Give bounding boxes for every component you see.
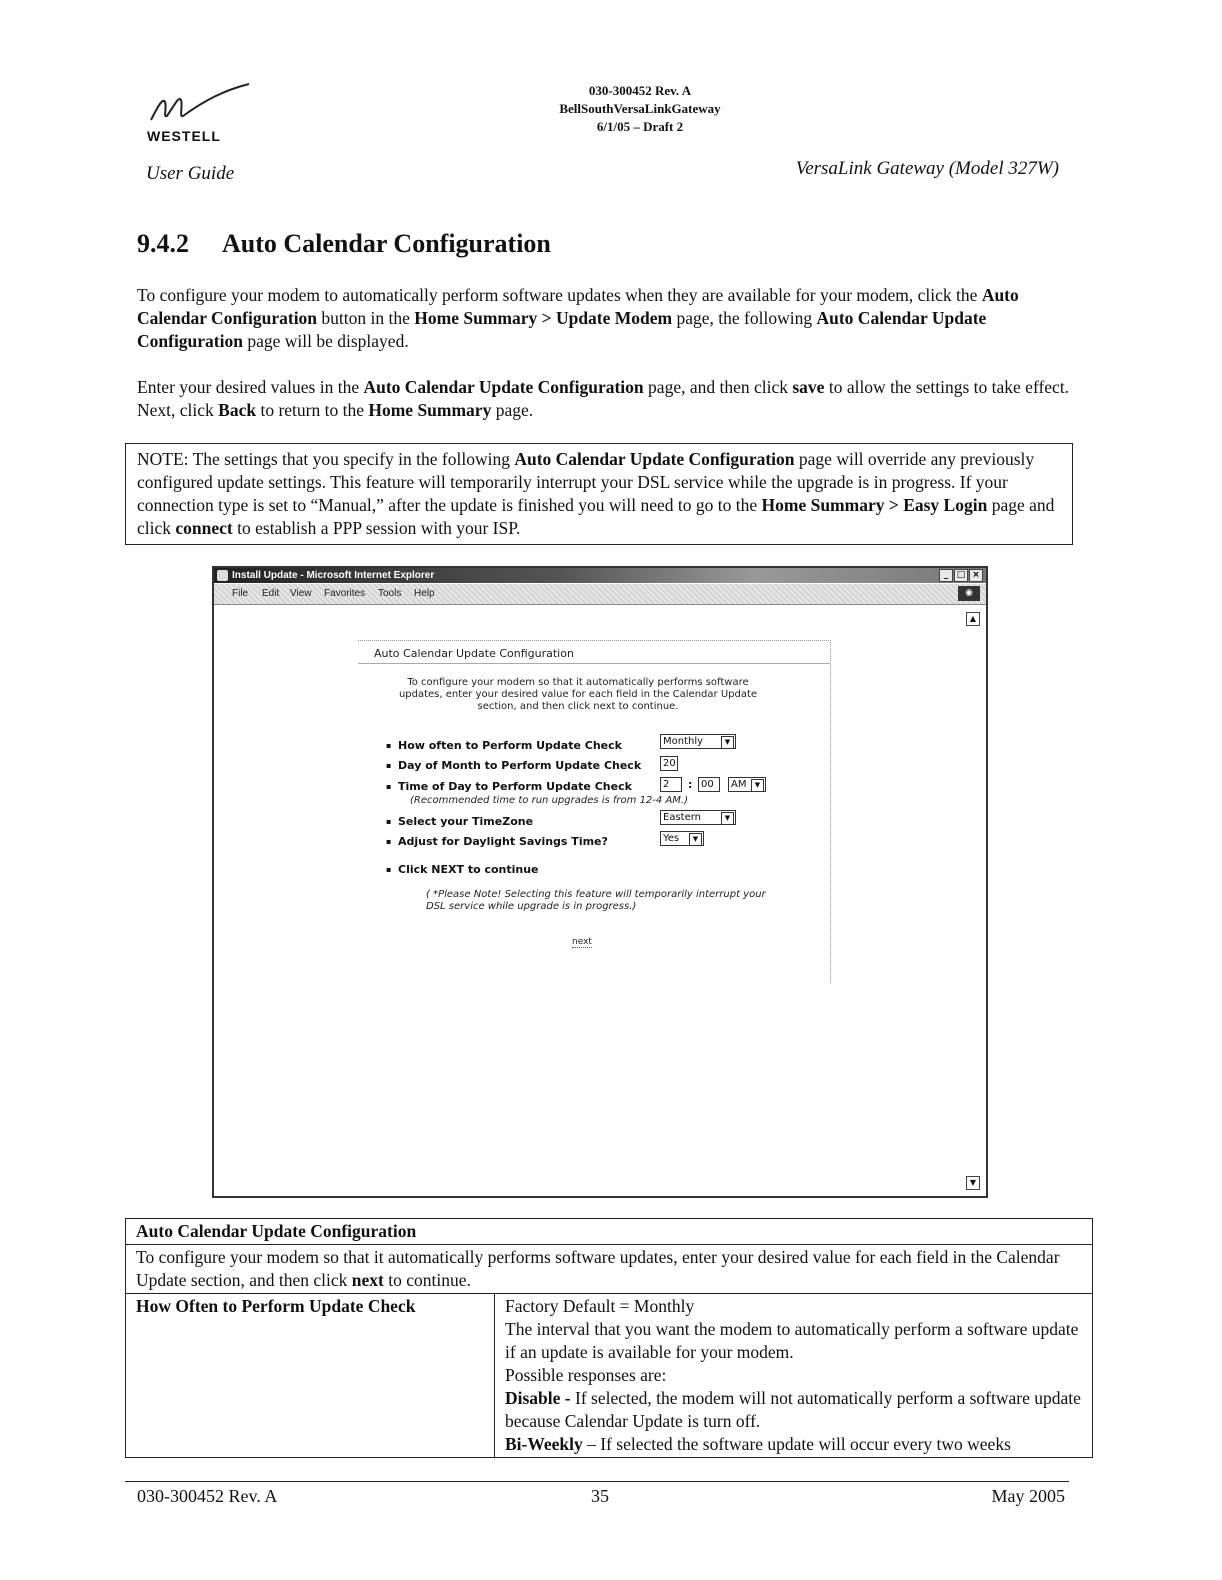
document-meta bbox=[480, 82, 800, 136]
logo-text: WESTELL bbox=[147, 128, 221, 144]
time-of-day-label: ▪ Time of Day to Perform Update Check bbox=[398, 780, 632, 793]
chevron-down-icon: ▼ bbox=[751, 779, 764, 792]
ie-icon bbox=[217, 570, 228, 581]
table-row-description: Factory Default = Monthly The interval that you want the modem to automatically perform a software update if an update is available for your modem. Possible responses are: Disable - If selected, the modem will not automatically perform a software update because Calendar Update is turn off. Bi-Weekly – If selected the software update will occur every two weeks bbox=[495, 1294, 1093, 1458]
page-number: 35 bbox=[591, 1486, 609, 1506]
next-button[interactable]: next bbox=[572, 937, 592, 947]
user-guide-label: User Guide bbox=[146, 163, 235, 184]
menu-favorites[interactable]: Favorites bbox=[324, 588, 366, 599]
doc-product: BellSouthVersaLinkGateway bbox=[559, 101, 721, 116]
config-table bbox=[125, 1218, 1093, 1458]
panel-intro: To configure your modem so that it automatically performs software updates, enter your desired value for each field in the Calendar Update section, and then click next to continue. bbox=[398, 677, 758, 712]
menu-edit[interactable]: Edit bbox=[262, 588, 280, 599]
doc-date: 6/1/05 – Draft 2 bbox=[596, 119, 684, 134]
chevron-down-icon: ▼ bbox=[721, 812, 734, 825]
intro-paragraph: To configure your modem to automatically perform software updates when they are available for your modem, click the Auto Calendar Configuration button in the Home Summary > Update Modem page, the following Auto Calendar Update Configuration page will be displayed. bbox=[137, 285, 1019, 351]
doc-id: 030-300452 Rev. A bbox=[588, 83, 692, 98]
close-icon[interactable]: × bbox=[969, 569, 983, 582]
minimize-icon[interactable]: _ bbox=[939, 569, 953, 582]
menu-bar bbox=[214, 584, 986, 605]
recommended-time-note: (Recommended time to run upgrades is from 12-4 AM.) bbox=[410, 795, 688, 806]
model-label: VersaLink Gateway (Model 327W) bbox=[795, 158, 1059, 179]
click-next-label: ▪ Click NEXT to continue bbox=[398, 863, 539, 876]
westell-logo-mark bbox=[145, 82, 255, 132]
table-row-label: How Often to Perform Update Check bbox=[126, 1294, 495, 1458]
chevron-down-icon: ▼ bbox=[689, 833, 702, 846]
scroll-down-icon[interactable]: ▼ bbox=[966, 1176, 980, 1190]
hour-input[interactable]: 2 bbox=[660, 777, 682, 792]
minute-input[interactable]: 00 bbox=[698, 777, 720, 792]
menu-view[interactable]: View bbox=[290, 588, 312, 599]
time-separator: : bbox=[688, 778, 693, 791]
menu-tools[interactable]: Tools bbox=[378, 588, 402, 599]
note-box: NOTE: The settings that you specify in the following Auto Calendar Update Configuration page will override any previously configured update settings. This feature will temporarily interrupt your DSL service while the upgrade is in progress. If your connection type is set to “Manual,” after the update is finished you will need to go to the Home Summary > Easy Login page and click connect to establish a PPP session with your ISP. bbox=[125, 443, 1073, 545]
window-controls bbox=[939, 569, 983, 582]
timezone-select[interactable]: Eastern ▼ bbox=[660, 810, 736, 825]
menu-help[interactable]: Help bbox=[414, 588, 435, 599]
timezone-label: ▪ Select your TimeZone bbox=[398, 815, 533, 828]
please-note: ( *Please Note! Selecting this feature will temporarily interrupt your DSL service while upgrade is in progress.) bbox=[426, 889, 766, 912]
footer-divider bbox=[125, 1481, 1069, 1482]
config-panel bbox=[358, 640, 831, 983]
footer-doc-id: 030-300452 Rev. A bbox=[137, 1486, 278, 1506]
scroll-up-icon[interactable]: ▲ bbox=[966, 612, 980, 626]
window-titlebar bbox=[214, 568, 986, 583]
panel-title: Auto Calendar Update Configuration bbox=[374, 647, 574, 660]
table-heading: Auto Calendar Update Configuration bbox=[126, 1219, 1093, 1245]
dst-label: ▪ Adjust for Daylight Savings Time? bbox=[398, 835, 608, 848]
day-of-month-label: ▪ Day of Month to Perform Update Check bbox=[398, 759, 641, 772]
maximize-icon[interactable]: □ bbox=[954, 569, 968, 582]
panel-divider bbox=[358, 663, 830, 664]
day-of-month-input[interactable]: 20 bbox=[660, 756, 678, 771]
table-intro: To configure your modem so that it automatically performs software updates, enter your desired value for each field in the Calendar Update section, and then click next to continue. bbox=[126, 1245, 1093, 1294]
ie-logo-icon: ◉ bbox=[958, 586, 980, 601]
section-number: 9.4.2 bbox=[137, 229, 189, 258]
how-often-select[interactable]: Monthly ▼ bbox=[660, 734, 736, 749]
ampm-select[interactable]: AM ▼ bbox=[728, 777, 766, 792]
how-often-label: ▪ How often to Perform Update Check bbox=[398, 739, 622, 752]
menu-file[interactable]: File bbox=[232, 588, 249, 599]
instructions-paragraph: Enter your desired values in the Auto Calendar Update Configuration page, and then click save to allow the settings to take effect. Next, click Back to return to the Home Summary page. bbox=[137, 377, 1070, 420]
section-title: Auto Calendar Configuration bbox=[222, 229, 551, 258]
dst-select[interactable]: Yes ▼ bbox=[660, 831, 704, 846]
browser-window-screenshot bbox=[212, 566, 988, 1198]
chevron-down-icon: ▼ bbox=[721, 736, 734, 749]
footer-date: May 2005 bbox=[991, 1486, 1065, 1506]
window-title: Install Update - Microsoft Internet Explorer bbox=[232, 570, 435, 581]
